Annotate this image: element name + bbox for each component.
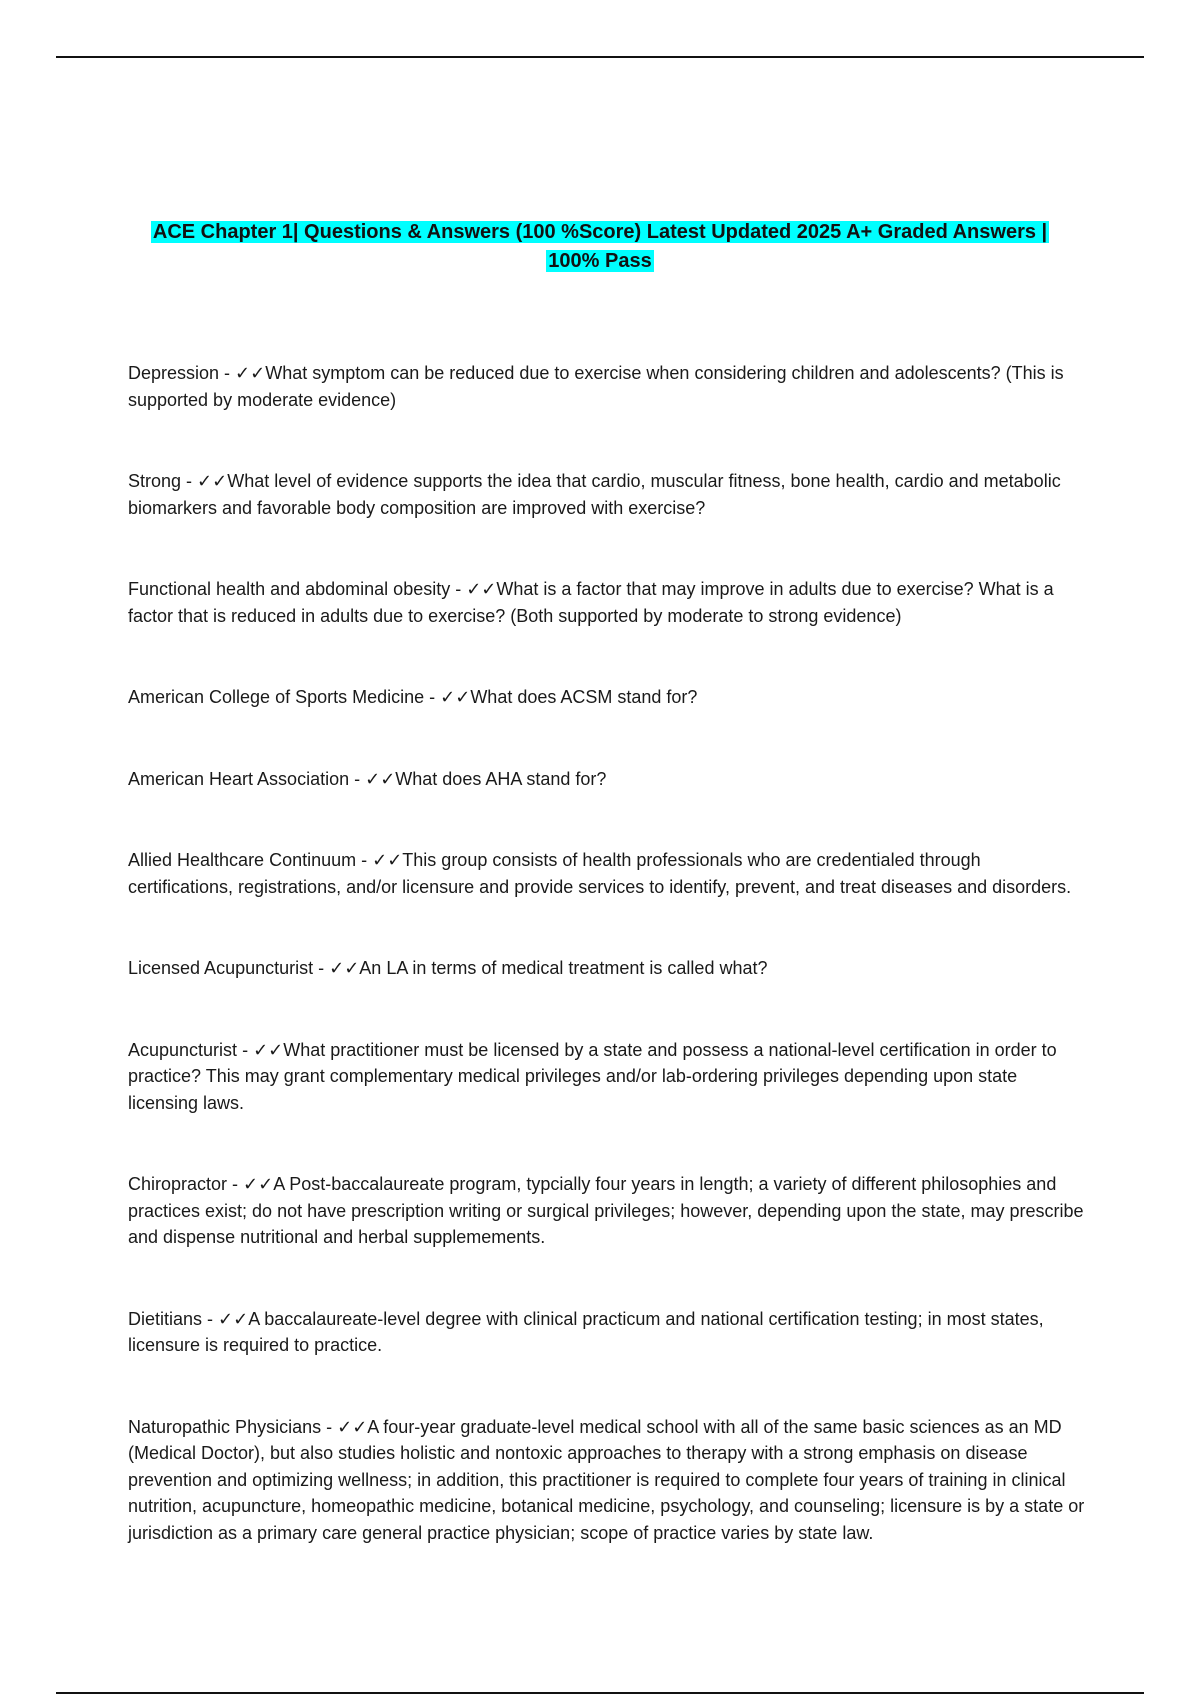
qa-item — [128, 1306, 1088, 1359]
qa-separator: - — [313, 958, 330, 978]
qa-term: American Heart Association — [128, 768, 350, 789]
qa-term: Strong — [128, 471, 182, 491]
qa-separator: - — [356, 850, 373, 870]
qa-term: Acupuncturist — [128, 1039, 238, 1060]
qa-text: A baccalaureate-level degree with clinical practicum and national certification testing; in most states, licensure is required to practice. — [128, 1308, 1044, 1355]
qa-separator: - — [202, 1308, 219, 1329]
check-mark-icon: ✓✓ — [218, 1308, 249, 1329]
qa-term: Allied Healthcare Continuum — [128, 850, 357, 870]
check-mark-icon: ✓✓ — [253, 1039, 284, 1060]
qa-item — [128, 468, 1088, 521]
qa-separator: - — [450, 579, 467, 599]
qa-term: Functional health and abdominal obesity — [128, 579, 451, 599]
qa-item — [128, 766, 1088, 793]
qa-separator: - — [181, 471, 198, 491]
check-mark-icon: ✓✓ — [372, 850, 403, 870]
check-mark-icon: ✓✓ — [329, 958, 360, 978]
qa-text: What symptom can be reduced due to exercise when considering children and adolescents? (This is supported by moderate evidence) — [128, 363, 1064, 410]
qa-term: Chiropractor — [128, 1174, 228, 1194]
qa-term: American College of Sports Medicine — [128, 687, 425, 707]
qa-text: A Post-baccalaureate program, typcially four years in length; a variety of different philosophies and practices exist; do not have prescription writing or surgical privileges; however, depending upon the state, may prescribe and dispense nutritional and herbal supplemements. — [128, 1174, 1084, 1247]
check-mark-icon: ✓✓ — [440, 687, 471, 707]
check-mark-icon: ✓✓ — [235, 363, 266, 383]
qa-separator: - — [321, 1416, 338, 1437]
qa-item — [128, 847, 1088, 900]
qa-item — [128, 360, 1088, 413]
qa-item — [128, 1037, 1088, 1117]
qa-separator: - — [227, 1174, 244, 1194]
qa-separator: - — [237, 1039, 254, 1060]
check-mark-icon: ✓✓ — [365, 768, 396, 789]
check-mark-icon: ✓✓ — [337, 1416, 368, 1437]
qa-item — [128, 1414, 1088, 1547]
qa-text: What level of evidence supports the idea that cardio, muscular fitness, bone health, cardio and metabolic biomarkers and favorable body composition are improved with exercise? — [128, 471, 1061, 518]
qa-term: Dietitians — [128, 1308, 203, 1329]
qa-text: This group consists of health professionals who are credentialed through certifications, registrations, and/or licensure and provide services to identify, prevent, and treat diseases and disorders. — [128, 850, 1072, 897]
qa-separator: - — [349, 768, 366, 789]
qa-text: A four-year graduate-level medical school with all of the same basic sciences as an MD (Medical Doctor), but also studies holistic and nontoxic approaches to therapy with a strong emphasis on disease prevention and optimizing wellness; in addition, this practitioner is required to complete four years of training in clinical nutrition, acupuncture, homeopathic medicine, botanical medicine, psychology, and counseling; licensure is by a state or jurisdiction as a primary care general practice physician; scope of practice varies by state law. — [128, 1416, 1085, 1543]
qa-item — [128, 955, 1088, 982]
qa-text: What does AHA stand for? — [395, 768, 607, 789]
qa-separator: - — [219, 363, 236, 383]
qa-list — [128, 360, 1088, 1601]
qa-item — [128, 1171, 1088, 1251]
check-mark-icon: ✓✓ — [243, 1174, 274, 1194]
check-mark-icon: ✓✓ — [466, 579, 497, 599]
qa-item — [128, 684, 1088, 711]
qa-text: What is a factor that may improve in adults due to exercise? What is a factor that is reduced in adults due to exercise? (Both supported by moderate to strong evidence) — [128, 579, 1054, 626]
qa-term: Licensed Acupuncturist — [128, 958, 314, 978]
qa-term: Naturopathic Physicians — [128, 1416, 322, 1437]
qa-item — [128, 576, 1088, 629]
check-mark-icon: ✓✓ — [197, 471, 228, 491]
qa-separator: - — [424, 687, 441, 707]
qa-text: An LA in terms of medical treatment is called what? — [359, 958, 768, 978]
top-rule — [56, 56, 1144, 58]
qa-term: Depression — [128, 363, 220, 383]
qa-text: What does ACSM stand for? — [470, 687, 698, 707]
title-line-1: ACE Chapter 1| Questions & Answers (100 %Score) Latest Updated 2025 A+ Graded Answers | — [152, 221, 1048, 243]
bottom-rule — [56, 1692, 1144, 1694]
title-line-2: 100% Pass — [548, 250, 652, 272]
qa-text: What practitioner must be licensed by a state and possess a national-level certification in order to practice? This may grant complementary medical privileges and/or lab-ordering privileges depending upon state licensing laws. — [128, 1039, 1057, 1113]
document-title — [120, 218, 1080, 276]
